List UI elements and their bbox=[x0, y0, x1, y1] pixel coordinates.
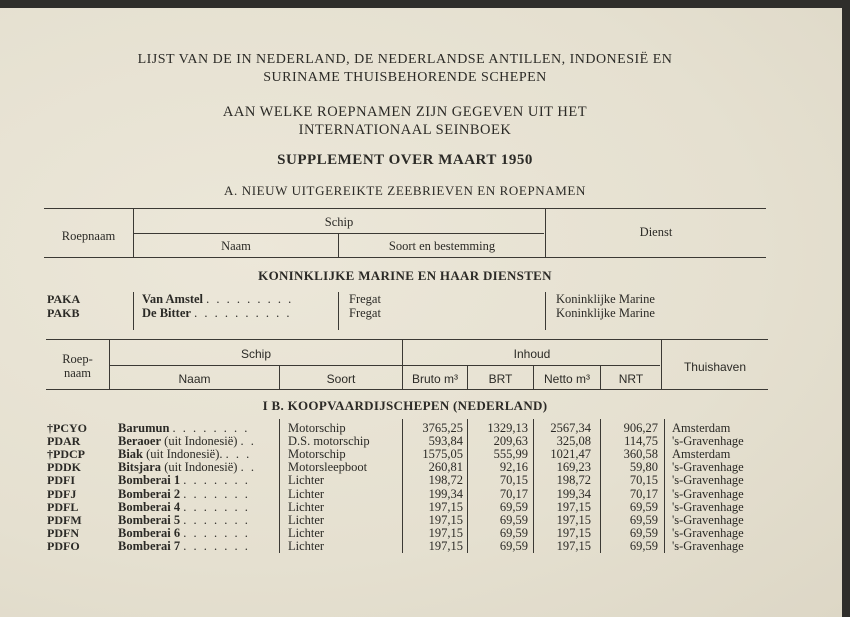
netto-m3: 2567,34 bbox=[550, 421, 591, 435]
ship-type: Lichter bbox=[288, 539, 325, 553]
header-dienst: Dienst bbox=[639, 225, 673, 239]
call-sign: PDFJ bbox=[47, 487, 77, 501]
scan-right-edge bbox=[842, 0, 850, 617]
call-sign: PDFM bbox=[47, 513, 82, 527]
header-soort: Soort bbox=[326, 372, 356, 386]
table1-body-divider-2 bbox=[338, 292, 339, 330]
home-port: Amsterdam bbox=[672, 447, 731, 461]
table1-top-rule bbox=[44, 208, 766, 209]
ship-name-bold: Bomberai 1 bbox=[118, 473, 181, 487]
table2-body-divider-1 bbox=[279, 419, 280, 553]
ship-name-bold: De Bitter bbox=[142, 306, 191, 320]
ship-name-extra: (uit Indonesië) bbox=[161, 434, 238, 448]
document-page bbox=[0, 8, 842, 617]
header-inhoud: Inhoud bbox=[513, 347, 551, 361]
nrt: 906,27 bbox=[623, 421, 658, 435]
home-port: 's-Gravenhage bbox=[672, 434, 744, 448]
bruto-m3: 199,34 bbox=[428, 487, 463, 501]
leader-dots: . . . . . . . bbox=[183, 539, 250, 553]
table1-body-divider-3 bbox=[545, 292, 546, 330]
header-schip: Schip bbox=[324, 215, 354, 229]
section-koopvaardij: I B. KOOPVAARDIJSCHEPEN (NEDERLAND) bbox=[262, 398, 548, 413]
title-line-3: AAN WELKE ROEPNAMEN ZIJN GEGEVEN UIT HET bbox=[222, 104, 588, 120]
table2-top-rule bbox=[46, 339, 768, 340]
title-line-1: LIJST VAN DE IN NEDERLAND, DE NEDERLANDSE ANTILLEN, INDONESIË EN bbox=[137, 52, 673, 67]
title-line-2: SURINAME THUISBEHORENDE SCHEPEN bbox=[263, 70, 547, 85]
ship-name-bold: Bitsjara bbox=[118, 460, 162, 474]
supplement-heading: SUPPLEMENT OVER MAART 1950 bbox=[277, 152, 533, 168]
ship-name-bold: Bomberai 6 bbox=[118, 526, 181, 540]
leader-dots: . . bbox=[240, 434, 256, 448]
ship-type: Lichter bbox=[288, 500, 325, 514]
bruto-m3: 593,84 bbox=[428, 434, 463, 448]
netto-m3: 199,34 bbox=[556, 487, 591, 501]
call-sign: PAKB bbox=[47, 306, 80, 320]
ship-type: Motorschip bbox=[288, 421, 346, 435]
ship-name bbox=[118, 474, 250, 487]
nrt: 70,15 bbox=[629, 473, 658, 487]
ship-type: Motorschip bbox=[288, 447, 346, 461]
table2-mid-rule bbox=[110, 365, 660, 366]
brt: 69,59 bbox=[499, 500, 528, 514]
home-port: 's-Gravenhage bbox=[672, 487, 744, 501]
ship-service: Koninklijke Marine bbox=[556, 306, 655, 320]
leader-dots: . . . . . . . bbox=[183, 473, 250, 487]
leader-dots: . . bbox=[240, 460, 256, 474]
table1-mid-rule bbox=[134, 233, 544, 234]
header-roepnaam bbox=[46, 352, 109, 380]
brt: 555,99 bbox=[493, 447, 528, 461]
header-thuishaven: Thuishaven bbox=[683, 360, 747, 374]
netto-m3: 197,15 bbox=[556, 526, 591, 540]
header-schip: Schip bbox=[240, 347, 272, 361]
ship-name bbox=[142, 293, 293, 306]
nrt: 70,17 bbox=[629, 487, 658, 501]
header-roepnaam: Roepnaam bbox=[61, 229, 116, 243]
ship-name-extra: (uit Indonesië). bbox=[143, 447, 223, 461]
header-roep: Roep- bbox=[62, 352, 93, 366]
nrt: 69,59 bbox=[629, 526, 658, 540]
leader-dots: . . . . . . . bbox=[183, 487, 250, 501]
ship-type: Motorsleepboot bbox=[288, 460, 368, 474]
leader-dots: . . . . . . . bbox=[183, 526, 250, 540]
leader-dots: . . . bbox=[225, 447, 252, 461]
ship-name bbox=[142, 307, 291, 320]
call-sign: PDDK bbox=[47, 460, 81, 474]
table2-header-bottom-rule bbox=[46, 389, 768, 390]
leader-dots: . . . . . . . . . . bbox=[194, 306, 292, 320]
ship-type: D.S. motorschip bbox=[288, 434, 370, 448]
home-port: 's-Gravenhage bbox=[672, 526, 744, 540]
table2-body-divider-6 bbox=[664, 419, 665, 553]
netto-m3: 197,15 bbox=[556, 539, 591, 553]
ship-name-bold: Bomberai 2 bbox=[118, 487, 181, 501]
netto-m3: 197,15 bbox=[556, 500, 591, 514]
netto-m3: 1021,47 bbox=[550, 447, 591, 461]
call-sign: PDAR bbox=[47, 434, 81, 448]
table1-header-bottom-rule bbox=[44, 257, 766, 258]
header-naam: Naam bbox=[221, 239, 251, 253]
table1-body-divider-1 bbox=[133, 292, 134, 330]
ship-type: Fregat bbox=[349, 292, 381, 306]
brt: 92,16 bbox=[499, 460, 528, 474]
header-brt: BRT bbox=[488, 372, 513, 386]
home-port: 's-Gravenhage bbox=[672, 513, 744, 527]
header-nrt: NRT bbox=[618, 372, 644, 386]
bruto-m3: 197,15 bbox=[428, 500, 463, 514]
bruto-m3: 198,72 bbox=[428, 473, 463, 487]
leader-dots: . . . . . . . . bbox=[172, 421, 250, 435]
header-naam: Naam bbox=[178, 372, 211, 386]
call-sign: PDFO bbox=[47, 539, 80, 553]
ship-name-bold: Bomberai 4 bbox=[118, 500, 181, 514]
ship-type: Fregat bbox=[349, 306, 381, 320]
ship-name-bold: Beraoer bbox=[118, 434, 162, 448]
bruto-m3: 197,15 bbox=[428, 539, 463, 553]
leader-dots: . . . . . . . bbox=[183, 513, 250, 527]
brt: 70,17 bbox=[499, 487, 528, 501]
call-sign: †PDCP bbox=[47, 447, 85, 461]
ship-name-extra: (uit Indonesië) bbox=[161, 460, 238, 474]
brt: 70,15 bbox=[499, 473, 528, 487]
title-line-4: INTERNATIONAAL SEINBOEK bbox=[298, 122, 512, 138]
bruto-m3: 197,15 bbox=[428, 513, 463, 527]
nrt: 114,75 bbox=[624, 434, 658, 448]
home-port: 's-Gravenhage bbox=[672, 539, 744, 553]
ship-name-bold: Bomberai 7 bbox=[118, 539, 181, 553]
ship-type: Lichter bbox=[288, 473, 325, 487]
leader-dots: . . . . . . . . . bbox=[206, 292, 294, 306]
leader-dots: . . . . . . . bbox=[183, 500, 250, 514]
brt: 1329,13 bbox=[487, 421, 528, 435]
nrt: 360,58 bbox=[623, 447, 658, 461]
section-a-heading: A. NIEUW UITGEREIKTE ZEEBRIEVEN EN ROEPNAMEN bbox=[224, 183, 586, 198]
ship-type: Lichter bbox=[288, 526, 325, 540]
nrt: 59,80 bbox=[629, 460, 658, 474]
ship-name-bold: Van Amstel bbox=[142, 292, 204, 306]
call-sign: †PCYO bbox=[47, 421, 87, 435]
brt: 69,59 bbox=[499, 539, 528, 553]
netto-m3: 169,23 bbox=[556, 460, 591, 474]
ship-type: Lichter bbox=[288, 513, 325, 527]
call-sign: PDFI bbox=[47, 473, 75, 487]
bruto-m3: 260,81 bbox=[428, 460, 463, 474]
home-port: 's-Gravenhage bbox=[672, 473, 744, 487]
ship-name bbox=[118, 540, 250, 553]
netto-m3: 325,08 bbox=[556, 434, 591, 448]
ship-name-bold: Biak bbox=[118, 447, 144, 461]
home-port: 's-Gravenhage bbox=[672, 500, 744, 514]
call-sign: PAKA bbox=[47, 292, 81, 306]
header-bruto: Bruto m³ bbox=[411, 372, 458, 386]
netto-m3: 197,15 bbox=[556, 513, 591, 527]
nrt: 69,59 bbox=[629, 513, 658, 527]
header-netto: Netto m³ bbox=[543, 372, 590, 386]
section-koninklijke-marine: KONINKLIJKE MARINE EN HAAR DIENSTEN bbox=[258, 268, 552, 283]
scan-top-edge bbox=[0, 0, 850, 8]
ship-service: Koninklijke Marine bbox=[556, 292, 655, 306]
ship-name-bold: Barumun bbox=[118, 421, 170, 435]
home-port: Amsterdam bbox=[672, 421, 731, 435]
nrt: 69,59 bbox=[629, 500, 658, 514]
brt: 69,59 bbox=[499, 513, 528, 527]
brt: 69,59 bbox=[499, 526, 528, 540]
bruto-m3: 3765,25 bbox=[422, 421, 463, 435]
call-sign: PDFN bbox=[47, 526, 79, 540]
netto-m3: 198,72 bbox=[556, 473, 591, 487]
nrt: 69,59 bbox=[629, 539, 658, 553]
bruto-m3: 1575,05 bbox=[422, 447, 463, 461]
ship-type: Lichter bbox=[288, 487, 325, 501]
brt: 209,63 bbox=[493, 434, 528, 448]
bruto-m3: 197,15 bbox=[428, 526, 463, 540]
header-soort-bestemming: Soort en bestemming bbox=[388, 239, 496, 253]
header-naam-part: naam bbox=[63, 366, 92, 380]
home-port: 's-Gravenhage bbox=[672, 460, 744, 474]
ship-name-bold: Bomberai 5 bbox=[118, 513, 181, 527]
call-sign: PDFL bbox=[47, 500, 79, 514]
